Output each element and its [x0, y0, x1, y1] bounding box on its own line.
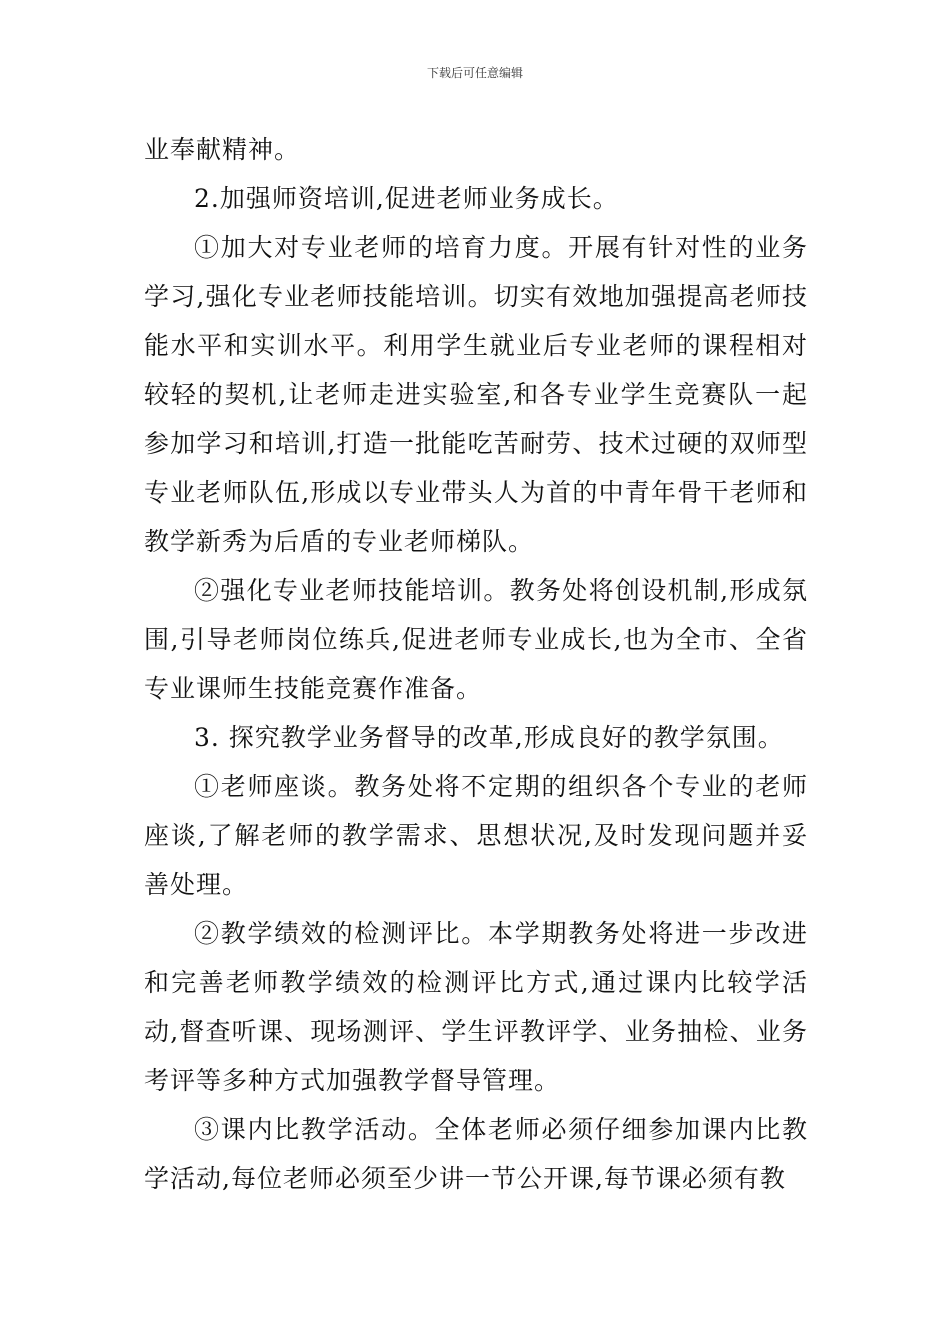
- paragraph-6: ②教学绩效的检测评比。本学期教务处将进一步改进和完善老师教学绩效的检测评比方式,通过课内比较学活动,督查听课、现场测评、学生评教评学、业务抽检、业务考评等多种方式加强教学督导管理。: [144, 919, 808, 1095]
- paragraph-1: 2.加强师资培训,促进老师业务成长。: [194, 184, 619, 213]
- paragraph-0: 业奉献精神。: [144, 135, 301, 164]
- paragraph-2: ①加大对专业老师的培育力度。开展有针对性的业务学习,强化专业老师技能培训。切实有效地加强提高老师技能水平和实训水平。利用学生就业后专业老师的课程相对较轻的契机,让老师走进实验室,和各专业学生竞赛队一起参加学习和培训,打造一批能吃苦耐劳、技术过硬的双师型专业老师队伍,形成以专业带头人为首的中青年骨干老师和教学新秀为后盾的专业老师梯队。: [144, 233, 808, 556]
- paragraph-7: ③课内比教学活动。全体老师必须仔细参加课内比教学活动,每位老师必须至少讲一节公开课,每节课必须有教: [144, 1115, 808, 1193]
- paragraph-5: ①老师座谈。教务处将不定期的组织各个专业的老师座谈,了解老师的教学需求、思想状况,及时发现问题并妥善处理。: [144, 772, 808, 899]
- paragraph-3: ②强化专业老师技能培训。教务处将创设机制,形成氛围,引导老师岗位练兵,促进老师专业成长,也为全市、全省专业课师生技能竞赛作准备。: [144, 576, 808, 703]
- page-header-note: 下载后可任意编辑: [426, 66, 523, 80]
- document-body: [144, 125, 808, 1203]
- paragraph-4: 3. 探究教学业务督导的改革,形成良好的教学氛围。: [194, 723, 784, 752]
